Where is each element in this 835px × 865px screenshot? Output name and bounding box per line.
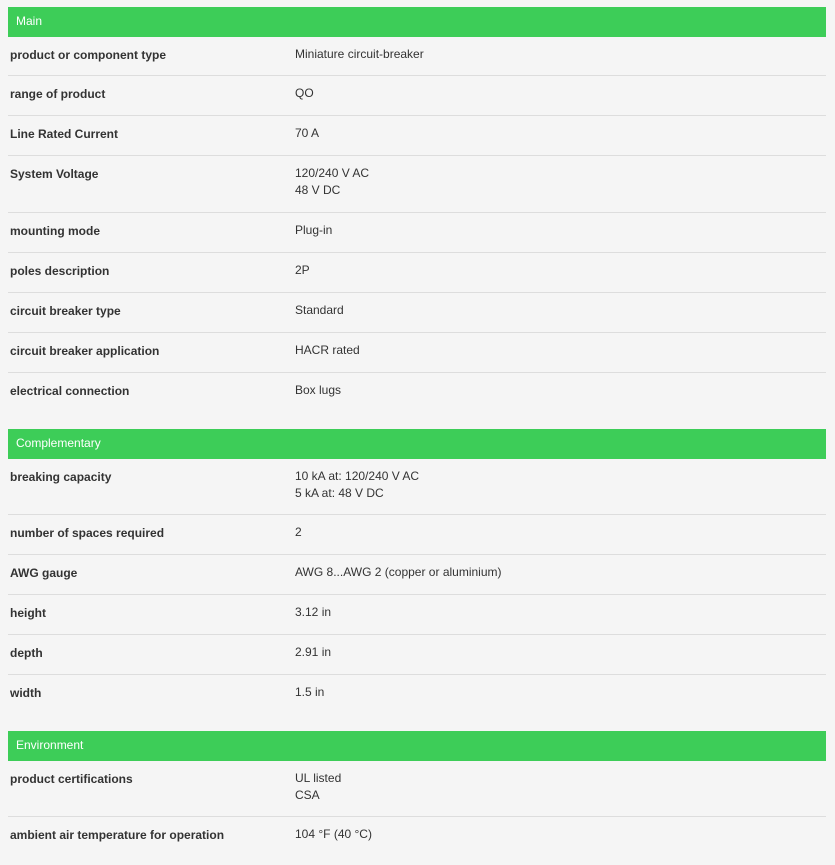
spec-row bbox=[8, 595, 826, 635]
spec-row bbox=[8, 156, 826, 213]
spec-row bbox=[8, 555, 826, 595]
spec-row bbox=[8, 761, 826, 817]
section-body-main bbox=[8, 37, 826, 413]
spec-row bbox=[8, 253, 826, 293]
spec-value-line: 70 A bbox=[295, 126, 320, 140]
spec-label: product or component type bbox=[10, 48, 166, 62]
spec-value bbox=[295, 564, 502, 581]
spec-value-line: 2 bbox=[295, 525, 302, 539]
spec-value bbox=[295, 604, 331, 621]
section-body-complementary bbox=[8, 459, 826, 715]
spec-value bbox=[295, 262, 310, 279]
section-header-main: Main bbox=[8, 7, 826, 37]
spec-value-line: HACR rated bbox=[295, 343, 360, 357]
spec-value-line: AWG 8...AWG 2 (copper or aluminium) bbox=[295, 565, 502, 579]
spec-value-line: 10 kA at: 120/240 V AC bbox=[295, 469, 420, 483]
spec-value bbox=[295, 684, 324, 701]
spec-value bbox=[295, 342, 360, 359]
spec-label: mounting mode bbox=[10, 224, 100, 238]
spec-row bbox=[8, 635, 826, 675]
spec-row bbox=[8, 76, 826, 116]
spec-value-line: 104 °F (40 °C) bbox=[295, 827, 372, 841]
spec-value-line: 5 kA at: 48 V DC bbox=[295, 486, 384, 500]
spec-label: breaking capacity bbox=[10, 470, 112, 484]
spec-label: circuit breaker application bbox=[10, 344, 160, 358]
section-header-complementary: Complementary bbox=[8, 429, 826, 459]
spec-label: poles description bbox=[10, 264, 110, 278]
spec-value bbox=[295, 165, 369, 199]
spec-row bbox=[8, 373, 826, 413]
spec-label: System Voltage bbox=[10, 167, 99, 181]
spec-value bbox=[295, 770, 341, 804]
spec-value-line: Miniature circuit-breaker bbox=[295, 47, 424, 61]
spec-row bbox=[8, 116, 826, 156]
spec-value bbox=[295, 644, 331, 661]
spec-value bbox=[295, 382, 341, 399]
spec-label: circuit breaker type bbox=[10, 304, 121, 318]
spec-value bbox=[295, 468, 419, 502]
section-header-environment: Environment bbox=[8, 731, 826, 761]
spec-row bbox=[8, 459, 826, 515]
spec-value-line: Box lugs bbox=[295, 383, 342, 397]
spec-value-line: Plug-in bbox=[295, 223, 333, 237]
spec-value-line: 1.5 in bbox=[295, 685, 325, 699]
spec-value-line: 120/240 V AC bbox=[295, 166, 370, 180]
spec-row bbox=[8, 37, 826, 76]
section-body-environment bbox=[8, 761, 826, 857]
spec-value-line: 48 V DC bbox=[295, 183, 341, 197]
spec-value-line: CSA bbox=[295, 788, 320, 802]
spec-value bbox=[295, 85, 314, 102]
spec-value-line: 2.91 in bbox=[295, 645, 332, 659]
spec-label: product certifications bbox=[10, 772, 133, 786]
spec-row bbox=[8, 213, 826, 253]
spec-row bbox=[8, 515, 826, 555]
spec-label: number of spaces required bbox=[10, 526, 165, 540]
spec-label: electrical connection bbox=[10, 384, 130, 398]
spec-label: width bbox=[10, 686, 42, 700]
spec-label: Line Rated Current bbox=[10, 127, 119, 141]
spec-value bbox=[295, 125, 319, 142]
spec-label: range of product bbox=[10, 87, 106, 101]
spec-row bbox=[8, 675, 826, 715]
spec-value-line: UL listed bbox=[295, 771, 342, 785]
spec-value bbox=[295, 46, 424, 63]
spec-label: ambient air temperature for operation bbox=[10, 828, 225, 842]
spec-row bbox=[8, 333, 826, 373]
spec-value-line: 2P bbox=[295, 263, 310, 277]
spec-label: AWG gauge bbox=[10, 566, 78, 580]
spec-value-line: QO bbox=[295, 86, 314, 100]
spec-value bbox=[295, 826, 372, 843]
spec-row bbox=[8, 293, 826, 333]
spec-value bbox=[295, 302, 344, 319]
spec-value-line: Standard bbox=[295, 303, 344, 317]
spec-label: height bbox=[10, 606, 46, 620]
spec-value bbox=[295, 524, 302, 541]
spec-value-line: 3.12 in bbox=[295, 605, 332, 619]
spec-row bbox=[8, 817, 826, 857]
spec-value bbox=[295, 222, 332, 239]
spec-label: depth bbox=[10, 646, 43, 660]
